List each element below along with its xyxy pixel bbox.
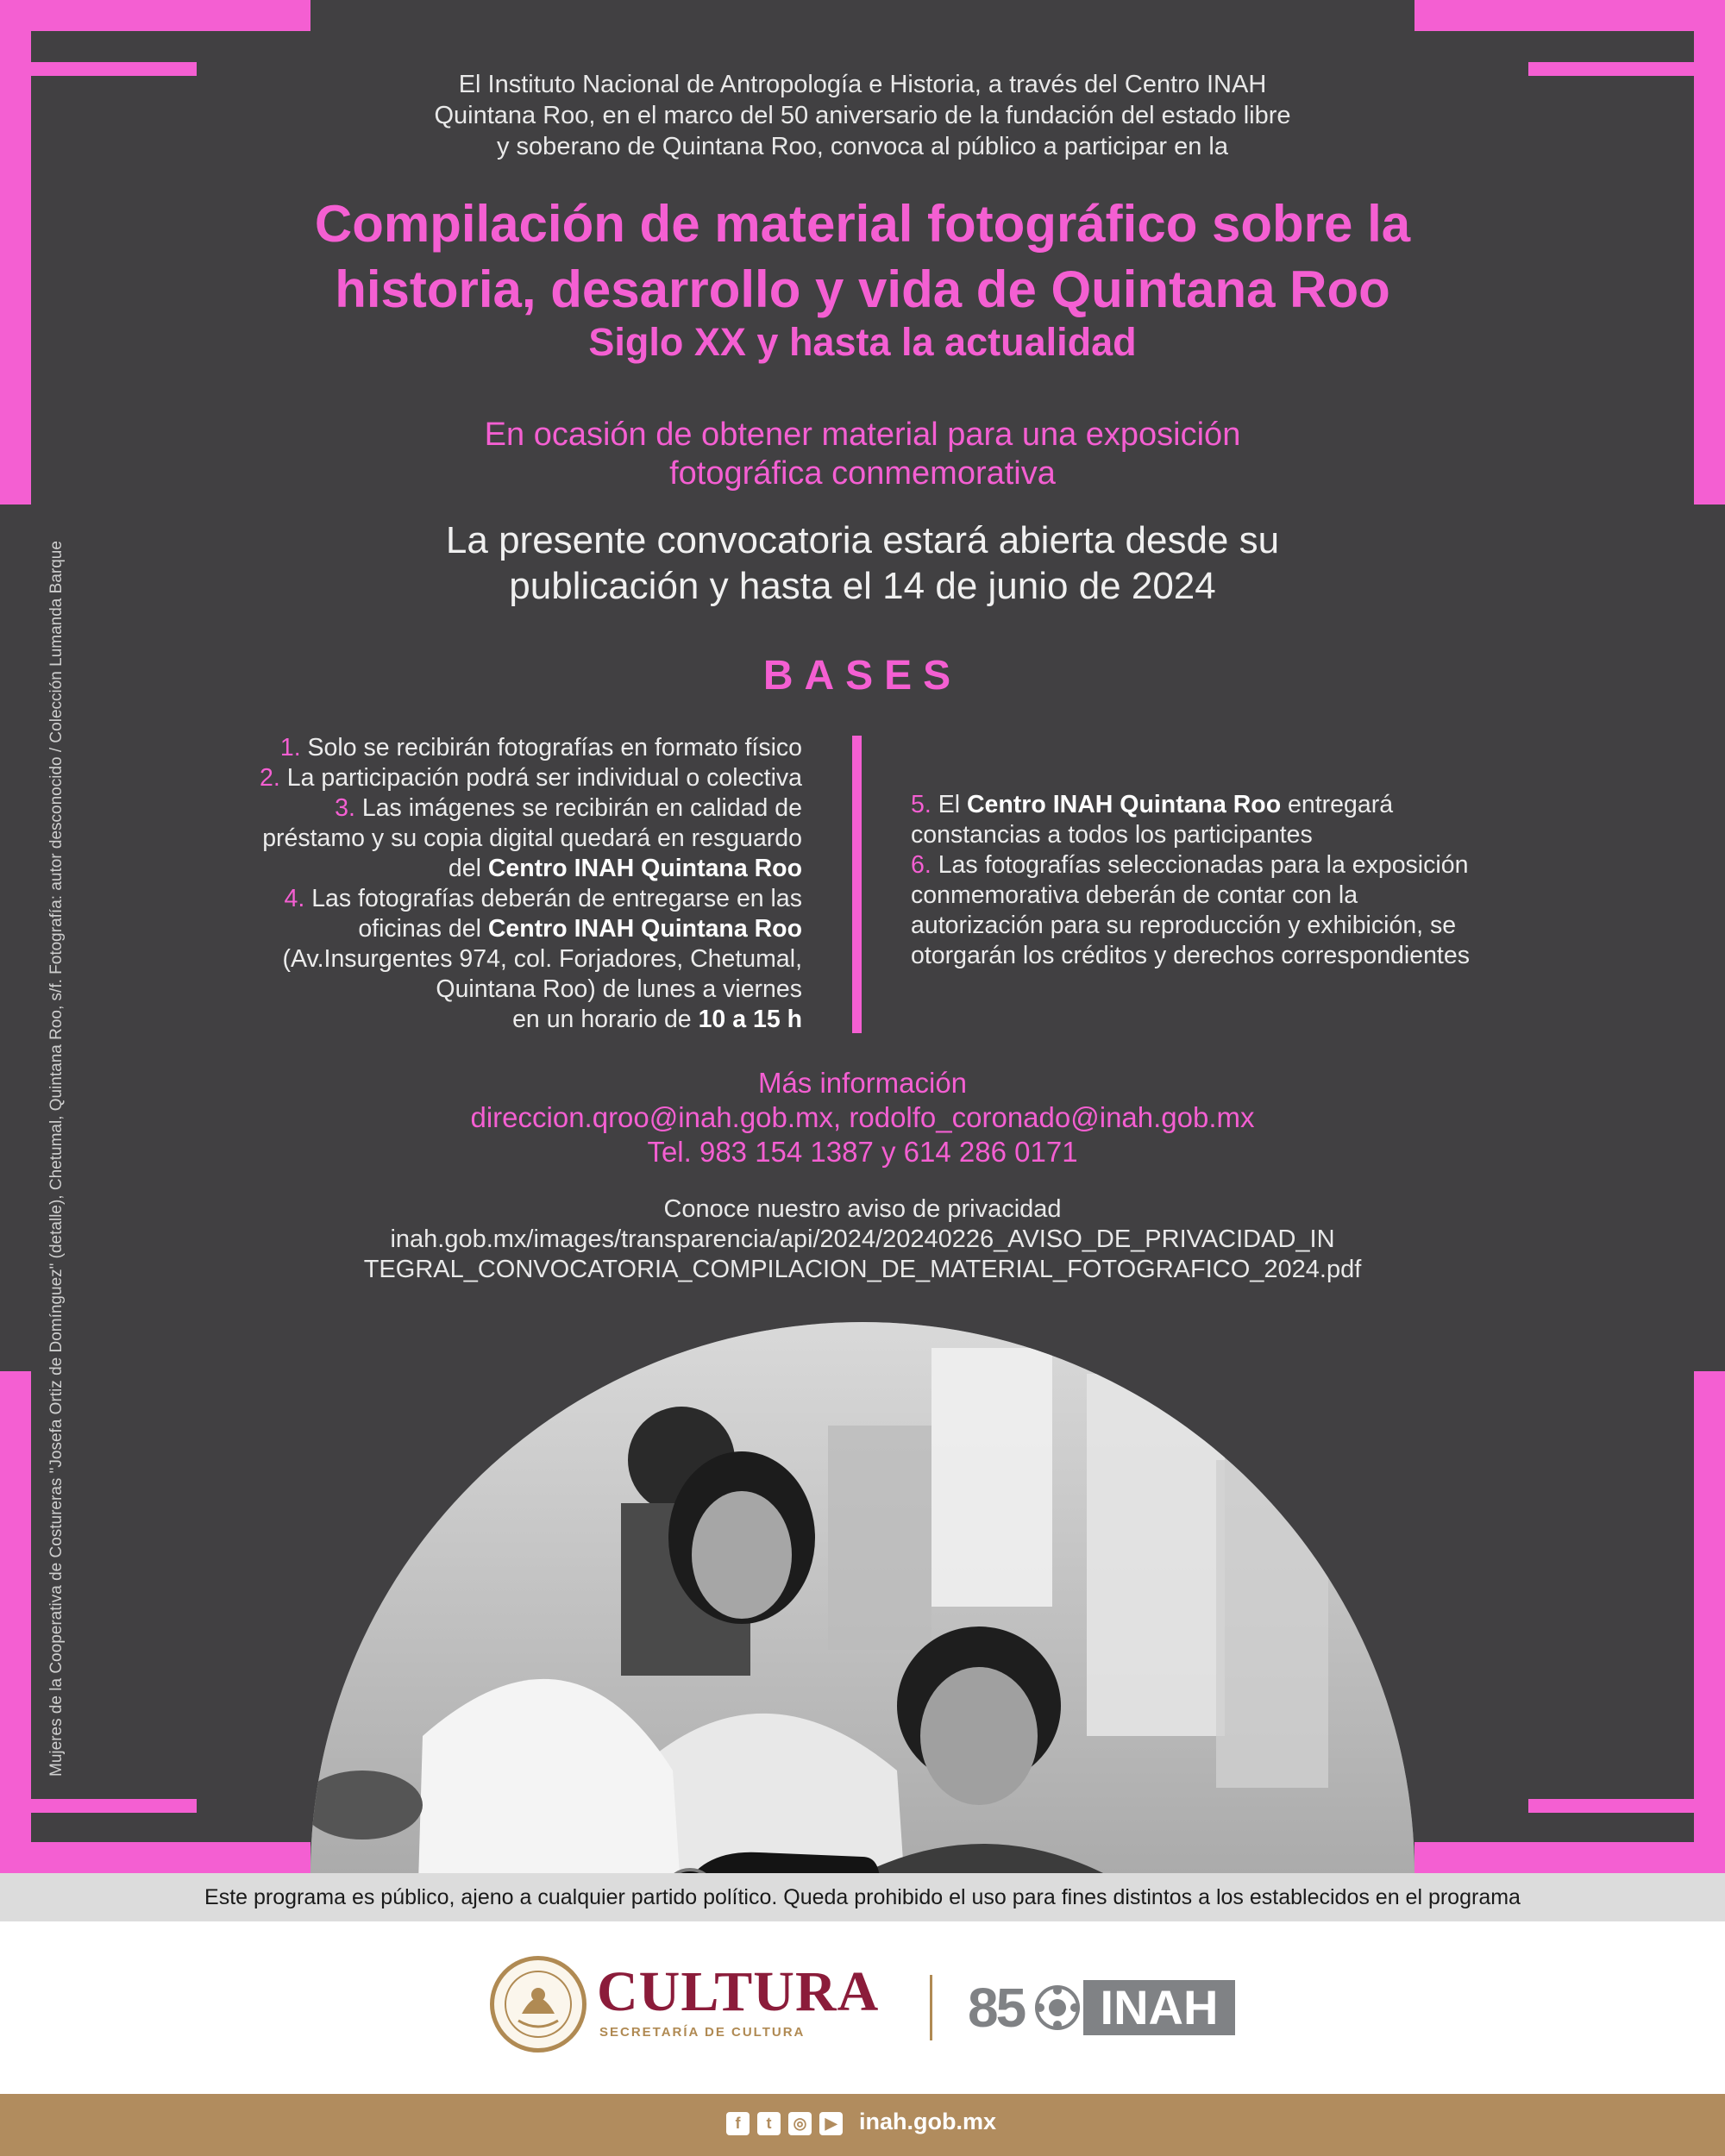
base-text: Las fotografías deberán de entregarse en las bbox=[311, 885, 802, 912]
intro-text bbox=[328, 69, 1397, 162]
base-text: autorización para su reproducción y exhibición, se bbox=[911, 912, 1457, 939]
base-number: 2. bbox=[260, 764, 280, 792]
intro-line: Quintana Roo, en el marco del 50 aniversario de la fundación del estado libre bbox=[434, 102, 1291, 129]
base-item-6 bbox=[911, 850, 1601, 971]
base-number: 4. bbox=[284, 885, 305, 912]
historical-photo bbox=[310, 1322, 1414, 1873]
base-text: en un horario de bbox=[512, 1006, 699, 1033]
base-item-1 bbox=[155, 733, 802, 763]
logo-separator bbox=[930, 1975, 932, 2040]
frame-corner-top-right-side bbox=[1694, 0, 1725, 505]
title-line-1: Compilación de material fotográfico sobre la bbox=[314, 195, 1411, 253]
base-text: (Av.Insurgentes 974, col. Forjadores, Chetumal, bbox=[282, 945, 802, 973]
bases-left-column bbox=[155, 733, 802, 1035]
base-number: 1. bbox=[279, 734, 301, 761]
twitter-icon[interactable]: t bbox=[757, 2112, 781, 2135]
frame-corner-bottom-left bbox=[0, 1842, 310, 1873]
column-divider bbox=[852, 736, 862, 1033]
cultura-subtitle: SECRETARÍA DE CULTURA bbox=[599, 2025, 806, 2040]
base-number: 3. bbox=[335, 794, 355, 822]
base-text: Las imágenes se recibirán en calidad de bbox=[361, 794, 802, 822]
base-text: Solo se recibirán fotografías en formato físico bbox=[307, 734, 802, 761]
base-text: constancias a todos los participantes bbox=[911, 821, 1313, 849]
contact-phones: Tel. 983 154 1387 y 614 286 0171 bbox=[647, 1136, 1078, 1168]
base-bold-text: Centro INAH Quintana Roo bbox=[487, 915, 802, 943]
occasion-line-2: fotográfica conmemorativa bbox=[669, 455, 1056, 492]
frame-corner-bottom-right-side bbox=[1694, 1371, 1725, 1873]
occasion-line-1: En ocasión de obtener material para una exposición bbox=[484, 417, 1241, 453]
contact-info bbox=[259, 1066, 1466, 1169]
base-number: 6. bbox=[911, 851, 932, 879]
base-text: conmemorativa deberán de contar con la bbox=[911, 881, 1358, 909]
frame-corner-bottom-right-inner bbox=[1528, 1799, 1694, 1813]
base-bold-text: Centro INAH Quintana Roo bbox=[487, 855, 802, 882]
social-links bbox=[726, 2112, 843, 2135]
inah-glyph-icon bbox=[1033, 1982, 1082, 2034]
base-text: oficinas del bbox=[358, 915, 488, 943]
inah-number: 85 bbox=[968, 1977, 1025, 2039]
open-period-line-2: publicación y hasta el 14 de junio de 2024 bbox=[509, 565, 1216, 607]
main-title bbox=[172, 191, 1552, 323]
privacy-notice bbox=[259, 1194, 1466, 1285]
coat-of-arms-graphic bbox=[494, 1960, 582, 2048]
base-item-2 bbox=[155, 763, 802, 793]
base-bold-text: Centro INAH Quintana Roo bbox=[966, 791, 1282, 818]
base-item-5 bbox=[911, 790, 1601, 850]
privacy-heading: Conoce nuestro aviso de privacidad bbox=[663, 1195, 1062, 1223]
base-text: El bbox=[938, 791, 967, 818]
logo-bar bbox=[0, 1921, 1725, 2094]
privacy-url[interactable]: TEGRAL_CONVOCATORIA_COMPILACION_DE_MATERIAL_FOTOGRAFICO_2024.pdf bbox=[363, 1256, 1362, 1283]
subtitle: Siglo XX y hasta la actualidad bbox=[588, 320, 1137, 364]
base-item-4 bbox=[155, 884, 802, 1035]
base-text: del bbox=[448, 855, 488, 882]
instagram-icon[interactable]: ◎ bbox=[788, 2112, 812, 2135]
frame-corner-top-left-side bbox=[0, 0, 31, 505]
base-text: Quintana Roo) de lunes a viernes bbox=[436, 975, 802, 1003]
coat-of-arms-icon bbox=[490, 1956, 586, 2053]
frame-corner-bottom-right bbox=[1414, 1842, 1725, 1873]
inah-logo: INAH bbox=[1083, 1980, 1235, 2035]
base-text: La participación podrá ser individual o colectiva bbox=[286, 764, 802, 792]
bases-right-column bbox=[911, 790, 1601, 971]
base-item-3 bbox=[155, 793, 802, 884]
frame-corner-bottom-left-side bbox=[0, 1371, 31, 1873]
frame-corner-bottom-left-inner bbox=[31, 1799, 197, 1813]
base-text: préstamo y su copia digital quedará en resguardo bbox=[262, 824, 802, 852]
youtube-icon[interactable]: ▶ bbox=[819, 2112, 843, 2135]
bases-heading: BASES bbox=[762, 653, 963, 699]
base-bold-text: 10 a 15 h bbox=[698, 1006, 802, 1033]
footer-url[interactable]: inah.gob.mx bbox=[859, 2109, 997, 2134]
intro-line: y soberano de Quintana Roo, convoca al público a participar en la bbox=[497, 133, 1228, 160]
base-text: entregará bbox=[1281, 791, 1394, 818]
frame-corner-top-right-inner bbox=[1528, 62, 1694, 76]
privacy-url[interactable]: inah.gob.mx/images/transparencia/api/2024/20240226_AVISO_DE_PRIVACIDAD_IN bbox=[390, 1225, 1335, 1253]
legal-notice: Este programa es público, ajeno a cualquier partido político. Queda prohibido el uso para fines distintos a los establecidos en el programa bbox=[0, 1873, 1725, 1921]
inah-85-mark bbox=[968, 1978, 1024, 2037]
facebook-icon[interactable]: f bbox=[726, 2112, 750, 2135]
frame-corner-top-right bbox=[1414, 0, 1725, 31]
open-period bbox=[302, 517, 1423, 609]
base-number: 5. bbox=[911, 791, 932, 818]
open-period-line-1: La presente convocatoria estará abierta desde su bbox=[445, 519, 1280, 561]
contact-heading: Más información bbox=[757, 1067, 968, 1099]
contact-emails[interactable]: direccion.qroo@inah.gob.mx, rodolfo_coronado@inah.gob.mx bbox=[470, 1101, 1255, 1133]
base-text: otorgarán los créditos y derechos correspondientes bbox=[911, 942, 1470, 969]
photo-credit: Mujeres de la Cooperativa de Costureras "Josefa Ortiz de Domínguez" (detalle), Chetumal, Quintana Roo, s/f. Fotografía: autor desconocido / Colección Lumanda Barque bbox=[47, 541, 66, 1777]
footer bbox=[0, 2094, 1725, 2156]
frame-corner-top-left-inner bbox=[31, 62, 197, 76]
photo-illustration bbox=[310, 1322, 1414, 1873]
base-text: Las fotografías seleccionadas para la exposición bbox=[938, 851, 1469, 879]
cultura-logo: CULTURA bbox=[597, 1960, 880, 2023]
intro-line: El Instituto Nacional de Antropología e Historia, a través del Centro INAH bbox=[458, 71, 1267, 98]
title-line-2: historia, desarrollo y vida de Quintana Roo bbox=[335, 260, 1390, 318]
frame-corner-top-left bbox=[0, 0, 310, 31]
occasion-text bbox=[345, 416, 1380, 493]
